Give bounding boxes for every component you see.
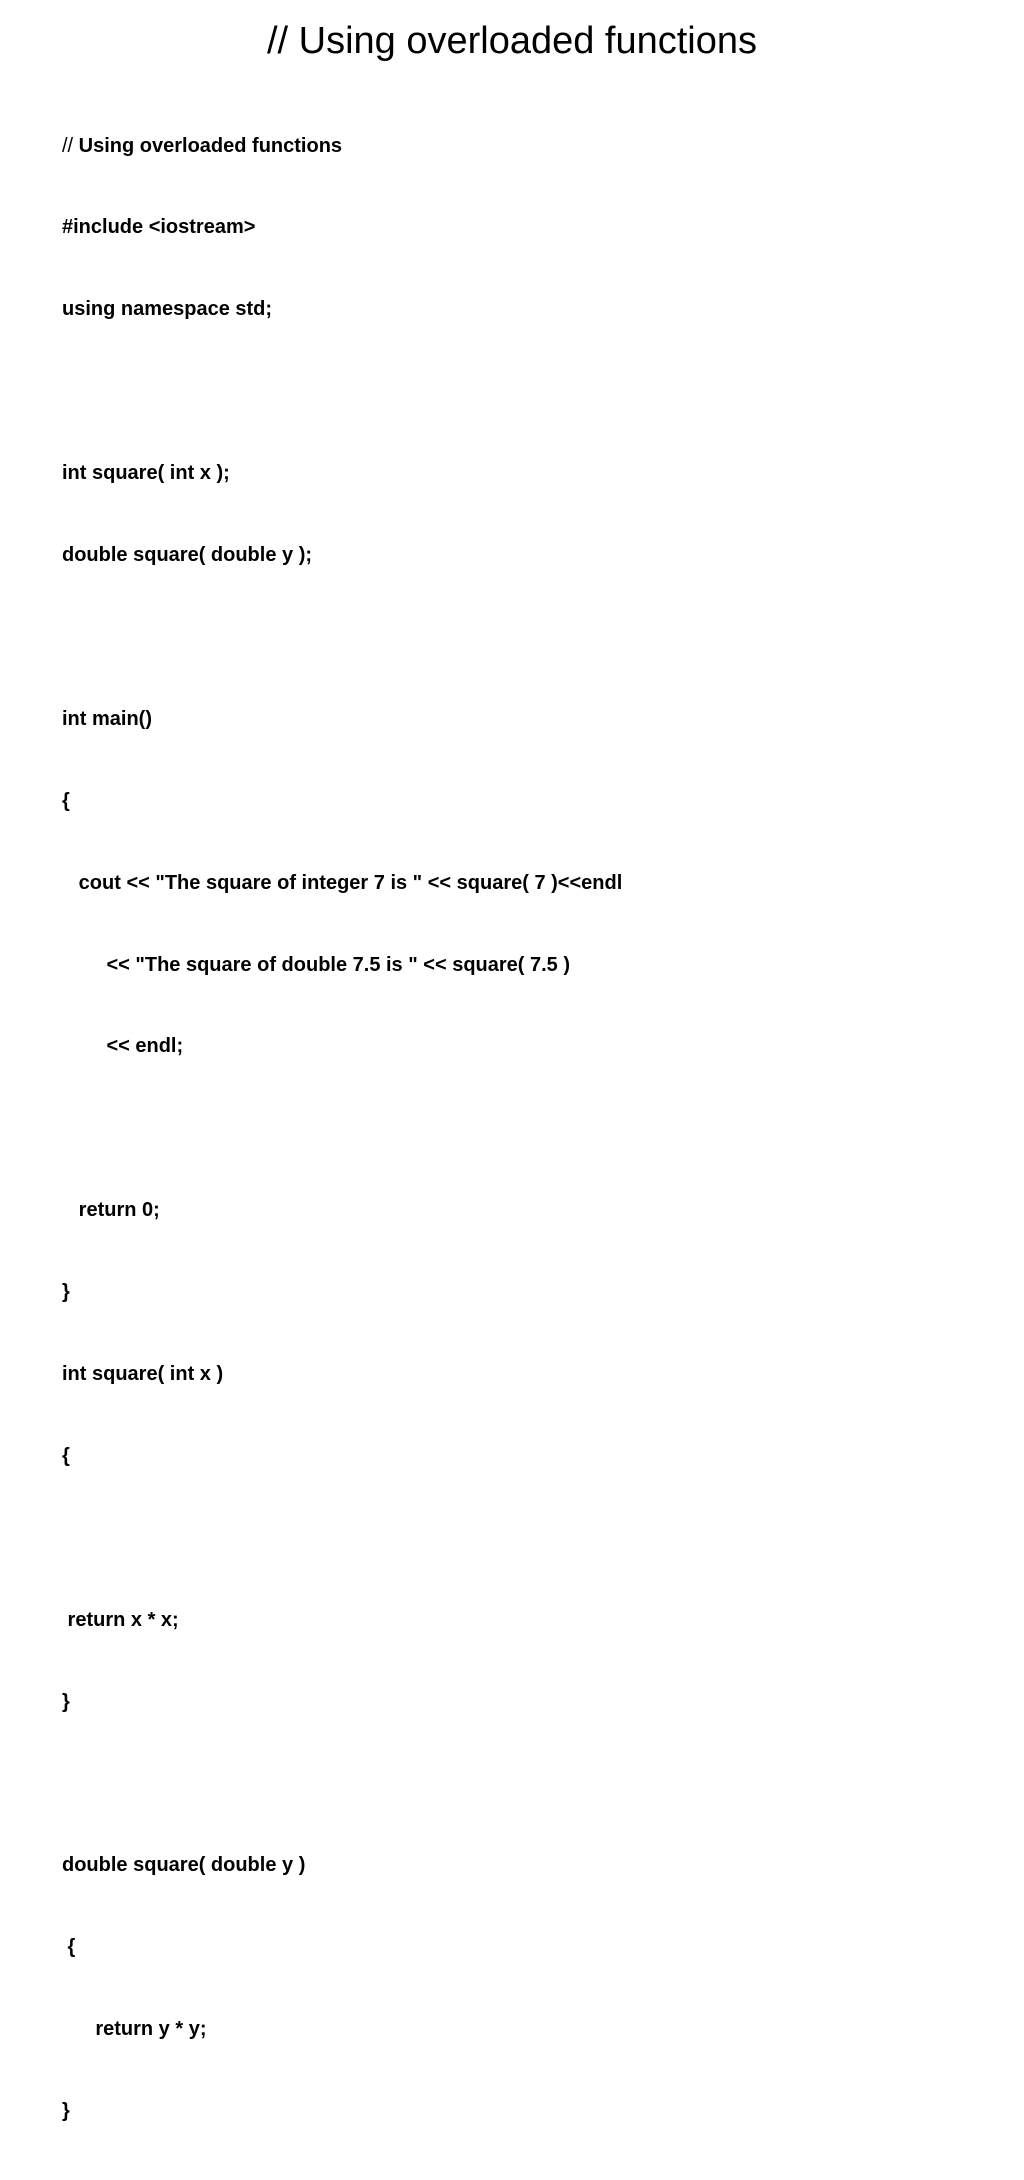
code-line: }	[62, 2099, 70, 2122]
code-line: cout << "The square of integer 7 is " << square( 7 )<<endl	[62, 871, 623, 894]
code-line	[62, 378, 622, 405]
comment-prefix: //	[62, 134, 79, 157]
code-line: {	[62, 789, 70, 812]
code-line	[62, 1770, 622, 1797]
code-line: }	[62, 1690, 70, 1713]
code-line-comment	[62, 133, 622, 160]
comment-text: Using overloaded functions	[78, 134, 343, 157]
code-line	[62, 1115, 622, 1142]
code-line: {	[62, 1936, 76, 1959]
code-line	[62, 624, 622, 651]
code-line	[62, 1525, 622, 1552]
slide-title: // Using overloaded functions	[266, 20, 758, 62]
code-line: int main()	[62, 707, 152, 730]
code-line: double square( double y );	[62, 544, 313, 567]
code-block	[62, 78, 622, 2180]
code-line: }	[62, 1281, 70, 1304]
code-line: << endl;	[62, 1035, 184, 1058]
code-line: return x * x;	[62, 1608, 179, 1631]
code-line: #include <iostream>	[62, 216, 256, 239]
code-line: int square( int x );	[62, 462, 230, 485]
code-line: using namespace std;	[62, 298, 273, 321]
code-line: int square( int x )	[62, 1362, 224, 1385]
code-line: << "The square of double 7.5 is " << square( 7.5 )	[62, 953, 571, 976]
code-line: double square( double y )	[62, 1854, 306, 1877]
code-line: return 0;	[62, 1199, 160, 1222]
code-line: {	[62, 1444, 70, 1467]
code-line: return y * y;	[62, 2018, 207, 2041]
